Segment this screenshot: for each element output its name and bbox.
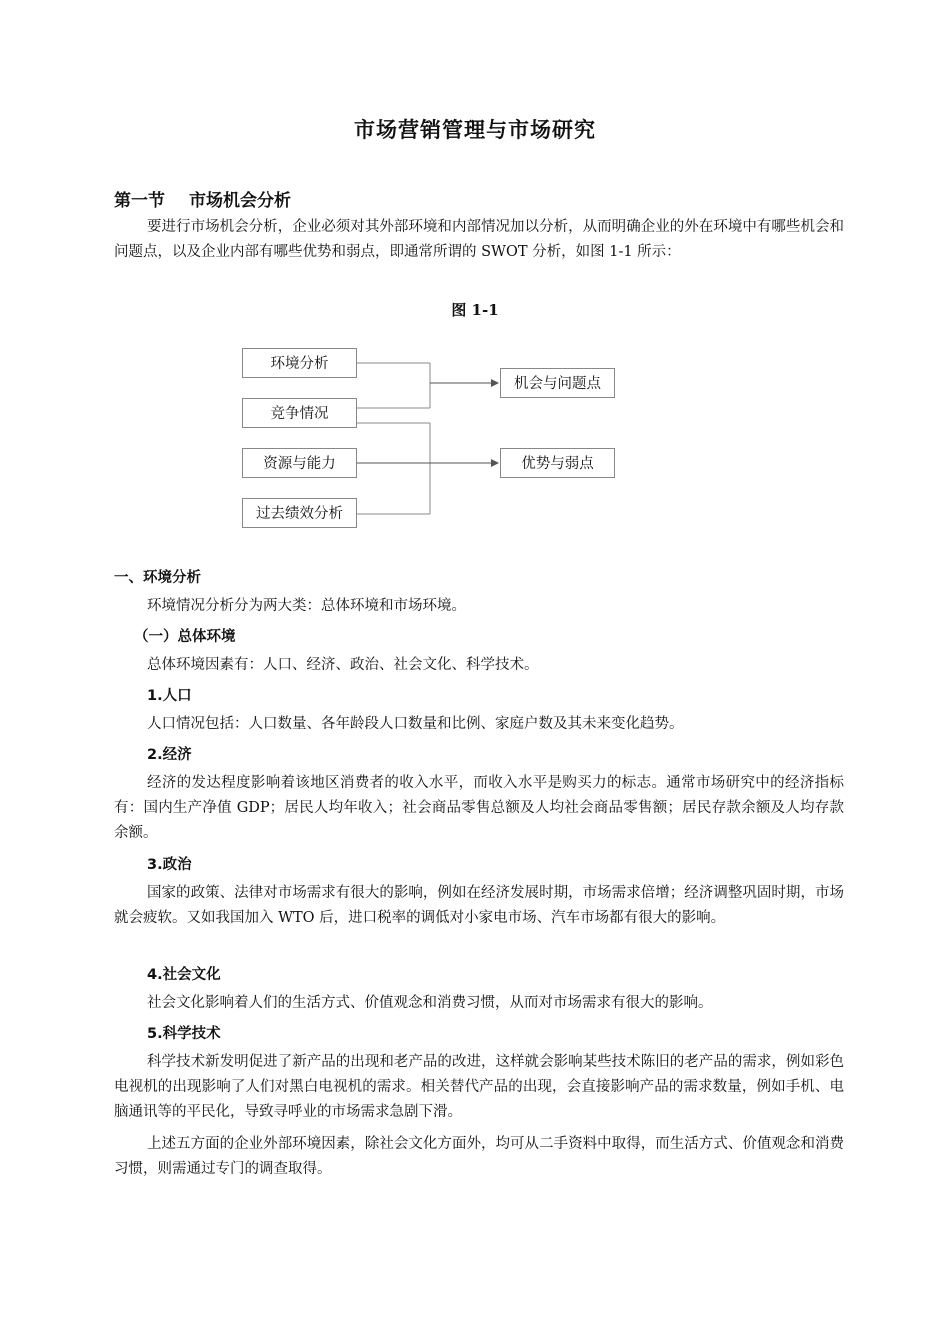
section-name: 市场机会分析: [189, 191, 291, 211]
box-environment-analysis: 环境分析: [242, 348, 357, 378]
heading-population: 1.人口: [147, 688, 192, 704]
paragraph: 科学技术新发明促进了新产品的出现和老产品的改进，这样就会影响某些技术陈旧的老产品的需求，例如彩色电视机的出现影响了人们对黑白电视机的需求。相关替代产品的出现，会直接影响产品的需求数量，例如手机、电脑通讯等的平民化，导致寻呼业的市场需求急剧下滑。: [114, 1054, 844, 1120]
summary-paragraph: 上述五方面的企业外部环境因素，除社会文化方面外，均可从二手资料中取得，而生活方式、价值观念和消费习惯，则需通过专门的调查取得。: [114, 1136, 844, 1177]
swot-diagram-connectors: [0, 0, 950, 560]
heading-politics: 3.政治: [147, 857, 192, 873]
box-strengths-weaknesses: 优势与弱点: [500, 448, 615, 478]
box-resources-capabilities: 资源与能力: [242, 448, 357, 478]
document-title: 市场营销管理与市场研究: [354, 117, 596, 142]
section-number: 第一节: [114, 191, 165, 211]
box-past-performance: 过去绩效分析: [242, 498, 357, 528]
heading-economy: 2.经济: [147, 747, 192, 763]
paragraph: 经济的发达程度影响着该地区消费者的收入水平，而收入水平是购买力的标志。通常市场研究中的经济指标有：国内生产净值 GDP；居民人均年收入；社会商品零售总额及人均社会商品零售额；居民存款余额及人均存款余额。: [114, 775, 844, 841]
paragraph: 社会文化影响着人们的生活方式、价值观念和消费习惯，从而对市场需求有很大的影响。: [147, 995, 713, 1011]
paragraph: 人口情况包括：人口数量、各年龄段人口数量和比例、家庭户数及其未来变化趋势。: [147, 716, 684, 732]
heading-general-environment: （一）总体环境: [134, 629, 236, 645]
intro-paragraph: 要进行市场机会分析，企业必须对其外部环境和内部情况加以分析，从而明确企业的外在环境中有哪些机会和问题点，以及企业内部有哪些优势和弱点，即通常所谓的 SWOT 分析，如图 1-1 所示：: [114, 219, 844, 260]
box-competition: 竞争情况: [242, 398, 357, 428]
heading-environment-analysis: 一、环境分析: [114, 570, 201, 586]
heading-social-culture: 4.社会文化: [147, 967, 221, 983]
paragraph: 国家的政策、法律对市场需求有很大的影响，例如在经济发展时期，市场需求倍增；经济调整巩固时期，市场就会疲软。又如我国加入 WTO 后，进口税率的调低对小家电市场、汽车市场都有很大的影响。: [114, 885, 844, 926]
box-opportunities-issues: 机会与问题点: [500, 368, 615, 398]
paragraph: 环境情况分析分为两大类：总体环境和市场环境。: [147, 598, 466, 614]
heading-technology: 5.科学技术: [147, 1026, 221, 1042]
figure-caption: 图 1-1: [451, 301, 499, 319]
paragraph: 总体环境因素有：人口、经济、政治、社会文化、科学技术。: [147, 657, 539, 673]
